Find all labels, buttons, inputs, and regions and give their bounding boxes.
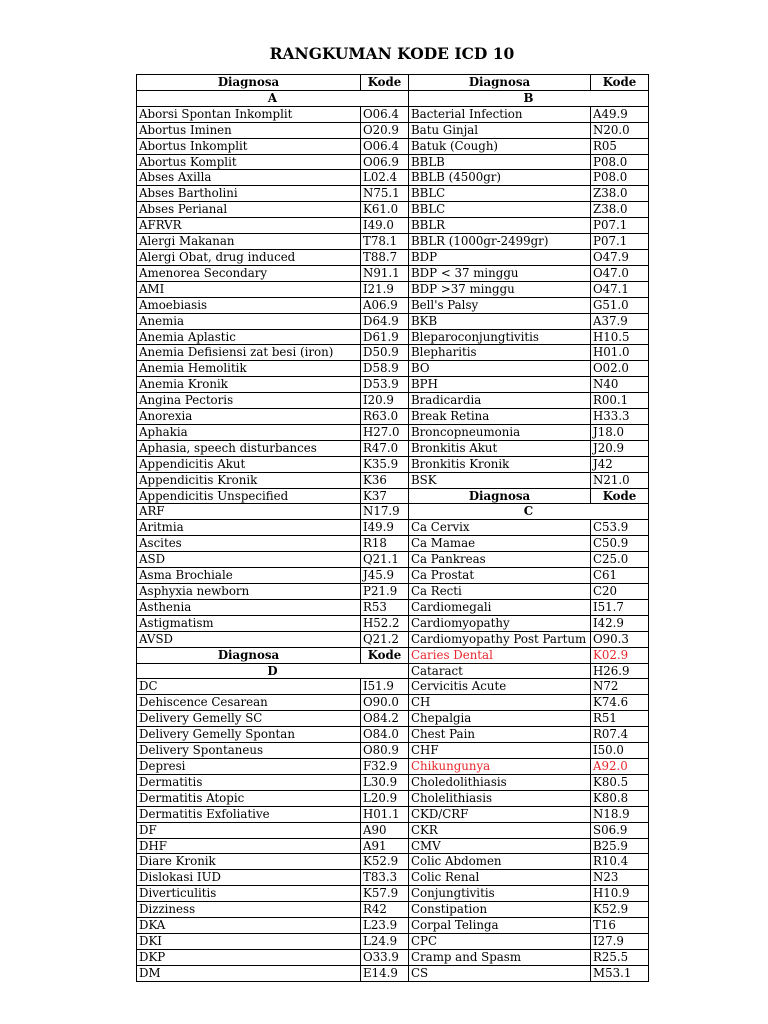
table-cell: I49.0	[361, 218, 409, 234]
table-cell: Anemia	[137, 313, 361, 329]
table-cell: AFRVR	[137, 218, 361, 234]
table-row	[137, 854, 649, 870]
table-cell: O47.0	[591, 265, 649, 281]
table-row	[137, 377, 649, 393]
table-cell: R07.4	[591, 727, 649, 743]
table-cell: ARF	[137, 504, 361, 520]
table-cell: A49.9	[591, 106, 649, 122]
table-cell: H26.9	[591, 663, 649, 679]
table-cell: T16	[591, 918, 649, 934]
table-cell: Aphakia	[137, 424, 361, 440]
table-cell: C25.0	[591, 552, 649, 568]
table-cell: J18.0	[591, 424, 649, 440]
table-cell: Cholelithiasis	[409, 790, 591, 806]
table-cell: B25.9	[591, 838, 649, 854]
table-cell: O90.3	[591, 631, 649, 647]
table-cell: E14.9	[361, 965, 409, 981]
table-cell: O20.9	[361, 122, 409, 138]
table-cell: H01.0	[591, 345, 649, 361]
table-cell: I51.9	[361, 679, 409, 695]
table-row	[137, 409, 649, 425]
table-cell: A37.9	[591, 313, 649, 329]
table-cell: Asthenia	[137, 599, 361, 615]
table-cell: D50.9	[361, 345, 409, 361]
table-row	[137, 774, 649, 790]
table-cell: Amoebiasis	[137, 297, 361, 313]
table-cell: Aborsi Spontan Inkomplit	[137, 106, 361, 122]
table-cell: P21.9	[361, 584, 409, 600]
table-cell: Cardiomyopathy Post Partum	[409, 631, 591, 647]
table-cell: H01.1	[361, 806, 409, 822]
table-cell: Abortus Inkomplit	[137, 138, 361, 154]
table-cell: Dermatitis	[137, 774, 361, 790]
table-row	[137, 297, 649, 313]
table-cell: Appendicitis Kronik	[137, 472, 361, 488]
table-cell: Q21.1	[361, 552, 409, 568]
table-cell: D53.9	[361, 377, 409, 393]
column-header: Kode	[361, 647, 409, 663]
table-cell: DKI	[137, 933, 361, 949]
table-row	[137, 265, 649, 281]
table-row	[137, 504, 649, 520]
table-row	[137, 393, 649, 409]
table-cell: D64.9	[361, 313, 409, 329]
table-cell: Break Retina	[409, 409, 591, 425]
table-cell: N17.9	[361, 504, 409, 520]
table-row	[137, 615, 649, 631]
table-cell: K37	[361, 488, 409, 504]
table-row	[137, 949, 649, 965]
table-cell: J45.9	[361, 568, 409, 584]
table-cell: K52.9	[361, 854, 409, 870]
icd-code-table	[136, 74, 649, 982]
table-cell: DM	[137, 965, 361, 981]
table-cell: Chest Pain	[409, 727, 591, 743]
table-cell: K02.9	[591, 647, 649, 663]
table-cell: Cervicitis Acute	[409, 679, 591, 695]
table-cell: Dermatitis Exfoliative	[137, 806, 361, 822]
table-cell: Anemia Aplastic	[137, 329, 361, 345]
table-row	[137, 154, 649, 170]
table-cell: Anorexia	[137, 409, 361, 425]
table-row	[137, 106, 649, 122]
table-cell: O90.0	[361, 695, 409, 711]
table-cell: CS	[409, 965, 591, 981]
table-cell: Diare Kronik	[137, 854, 361, 870]
table-cell: BKB	[409, 313, 591, 329]
table-cell: N18.9	[591, 806, 649, 822]
table-cell: BBLC	[409, 202, 591, 218]
table-cell: CKR	[409, 822, 591, 838]
table-cell: K80.5	[591, 774, 649, 790]
column-header: Kode	[591, 75, 649, 91]
column-header: Kode	[361, 75, 409, 91]
table-cell: O06.4	[361, 138, 409, 154]
table-row	[137, 790, 649, 806]
table-row	[137, 536, 649, 552]
table-cell: L24.9	[361, 933, 409, 949]
table-cell: F32.9	[361, 758, 409, 774]
table-cell: Q21.2	[361, 631, 409, 647]
section-letter: A	[137, 90, 409, 106]
column-header: Kode	[591, 488, 649, 504]
table-cell: K35.9	[361, 456, 409, 472]
table-cell: P07.1	[591, 218, 649, 234]
table-cell: L02.4	[361, 170, 409, 186]
table-cell: Broncopneumonia	[409, 424, 591, 440]
table-cell: T88.7	[361, 249, 409, 265]
table-cell: Ca Cervix	[409, 520, 591, 536]
table-cell: K57.9	[361, 886, 409, 902]
table-cell: Abses Axilla	[137, 170, 361, 186]
table-cell: J20.9	[591, 440, 649, 456]
table-row	[137, 520, 649, 536]
table-cell: Anemia Defisiensi zat besi (iron)	[137, 345, 361, 361]
table-row	[137, 345, 649, 361]
table-cell: H10.9	[591, 886, 649, 902]
table-cell: Appendicitis Unspecified	[137, 488, 361, 504]
table-row	[137, 584, 649, 600]
table-cell: AMI	[137, 281, 361, 297]
table-cell: Colic Abdomen	[409, 854, 591, 870]
table-row	[137, 870, 649, 886]
column-header: Diagnosa	[409, 488, 591, 504]
table-cell: DC	[137, 679, 361, 695]
table-cell: Bronkitis Akut	[409, 440, 591, 456]
table-cell: Astigmatism	[137, 615, 361, 631]
table-cell: D61.9	[361, 329, 409, 345]
table-cell: Chikungunya	[409, 758, 591, 774]
table-row	[137, 838, 649, 854]
table-cell: K52.9	[591, 902, 649, 918]
table-cell: O84.0	[361, 727, 409, 743]
table-cell: Ascites	[137, 536, 361, 552]
table-cell: I51.7	[591, 599, 649, 615]
table-row	[137, 75, 649, 91]
section-letter: D	[137, 663, 409, 679]
table-cell: BDP >37 minggu	[409, 281, 591, 297]
table-cell: Ca Mamae	[409, 536, 591, 552]
table-cell: Cardiomegali	[409, 599, 591, 615]
table-cell: Depresi	[137, 758, 361, 774]
table-cell: Amenorea Secondary	[137, 265, 361, 281]
table-row	[137, 933, 649, 949]
table-cell: Delivery Gemelly Spontan	[137, 727, 361, 743]
table-cell: Bacterial Infection	[409, 106, 591, 122]
table-cell: Abses Perianal	[137, 202, 361, 218]
table-row	[137, 727, 649, 743]
table-cell: Blepharitis	[409, 345, 591, 361]
table-cell: Choledolithiasis	[409, 774, 591, 790]
table-cell: L30.9	[361, 774, 409, 790]
table-row	[137, 663, 649, 679]
table-cell: BBLB	[409, 154, 591, 170]
table-cell: Abortus Iminen	[137, 122, 361, 138]
table-cell: K61.0	[361, 202, 409, 218]
table-cell: Asma Brochiale	[137, 568, 361, 584]
table-cell: Bradicardia	[409, 393, 591, 409]
table-cell: DKA	[137, 918, 361, 934]
table-row	[137, 822, 649, 838]
table-row	[137, 90, 649, 106]
table-row	[137, 249, 649, 265]
table-cell: O47.9	[591, 249, 649, 265]
table-cell: CPC	[409, 933, 591, 949]
table-cell: Delivery Gemelly SC	[137, 711, 361, 727]
table-cell: CMV	[409, 838, 591, 854]
table-cell: Aphasia, speech disturbances	[137, 440, 361, 456]
table-cell: T78.1	[361, 234, 409, 250]
table-cell: L20.9	[361, 790, 409, 806]
table-cell: K74.6	[591, 695, 649, 711]
table-cell: Asphyxia newborn	[137, 584, 361, 600]
table-cell: Ca Prostat	[409, 568, 591, 584]
table-cell: N20.0	[591, 122, 649, 138]
table-cell: A06.9	[361, 297, 409, 313]
table-cell: BBLC	[409, 186, 591, 202]
table-cell: J42	[591, 456, 649, 472]
table-row	[137, 552, 649, 568]
table-cell: Abses Bartholini	[137, 186, 361, 202]
table-cell: Bleparoconjungtivitis	[409, 329, 591, 345]
table-cell: P08.0	[591, 154, 649, 170]
table-row	[137, 186, 649, 202]
table-cell: Anemia Kronik	[137, 377, 361, 393]
table-cell: H27.0	[361, 424, 409, 440]
column-header: Diagnosa	[409, 75, 591, 91]
table-row	[137, 918, 649, 934]
table-cell: H33.3	[591, 409, 649, 425]
table-row	[137, 234, 649, 250]
table-cell: P08.0	[591, 170, 649, 186]
table-row	[137, 758, 649, 774]
table-cell: Ca Recti	[409, 584, 591, 600]
table-cell: R25.5	[591, 949, 649, 965]
table-row	[137, 440, 649, 456]
table-cell: Constipation	[409, 902, 591, 918]
table-row	[137, 679, 649, 695]
table-row	[137, 472, 649, 488]
table-cell: Batu Ginjal	[409, 122, 591, 138]
table-row	[137, 965, 649, 981]
table-cell: Chepalgia	[409, 711, 591, 727]
table-row	[137, 711, 649, 727]
table-cell: CHF	[409, 743, 591, 759]
table-cell: Batuk (Cough)	[409, 138, 591, 154]
table-cell: Alergi Makanan	[137, 234, 361, 250]
table-cell: I21.9	[361, 281, 409, 297]
table-cell: C20	[591, 584, 649, 600]
table-row	[137, 313, 649, 329]
table-cell: C53.9	[591, 520, 649, 536]
table-cell: R42	[361, 902, 409, 918]
table-cell: R47.0	[361, 440, 409, 456]
table-row	[137, 361, 649, 377]
table-cell: Dizziness	[137, 902, 361, 918]
table-cell: C61	[591, 568, 649, 584]
section-letter: C	[409, 504, 649, 520]
table-cell: R51	[591, 711, 649, 727]
table-cell: Caries Dental	[409, 647, 591, 663]
table-cell: Dehiscence Cesarean	[137, 695, 361, 711]
table-row	[137, 170, 649, 186]
table-cell: I50.0	[591, 743, 649, 759]
table-cell: Appendicitis Akut	[137, 456, 361, 472]
table-cell: M53.1	[591, 965, 649, 981]
table-cell: N21.0	[591, 472, 649, 488]
table-cell: R53	[361, 599, 409, 615]
table-row	[137, 647, 649, 663]
table-cell: C50.9	[591, 536, 649, 552]
column-header: Diagnosa	[137, 75, 361, 91]
table-cell: BBLB (4500gr)	[409, 170, 591, 186]
table-cell: Alergi Obat, drug induced	[137, 249, 361, 265]
table-cell: Corpal Telinga	[409, 918, 591, 934]
table-cell: AVSD	[137, 631, 361, 647]
table-cell: P07.1	[591, 234, 649, 250]
icd-table-body	[137, 75, 649, 982]
document-title: RANGKUMAN KODE ICD 10	[269, 44, 515, 63]
table-cell: DHF	[137, 838, 361, 854]
table-cell: Cataract	[409, 663, 591, 679]
table-cell: A90	[361, 822, 409, 838]
table-row	[137, 902, 649, 918]
table-cell: N75.1	[361, 186, 409, 202]
table-cell: DF	[137, 822, 361, 838]
table-cell: D58.9	[361, 361, 409, 377]
table-row	[137, 695, 649, 711]
table-row	[137, 456, 649, 472]
table-cell: L23.9	[361, 918, 409, 934]
table-cell: R05	[591, 138, 649, 154]
table-cell: Conjungtivitis	[409, 886, 591, 902]
table-cell: Delivery Spontaneus	[137, 743, 361, 759]
table-cell: R18	[361, 536, 409, 552]
table-cell: Aritmia	[137, 520, 361, 536]
table-row	[137, 568, 649, 584]
table-row	[137, 806, 649, 822]
table-cell: O06.9	[361, 154, 409, 170]
table-cell: I49.9	[361, 520, 409, 536]
table-cell: N40	[591, 377, 649, 393]
table-cell: R63.0	[361, 409, 409, 425]
table-cell: O80.9	[361, 743, 409, 759]
table-cell: O47.1	[591, 281, 649, 297]
table-cell: R10.4	[591, 854, 649, 870]
table-row	[137, 218, 649, 234]
table-cell: O06.4	[361, 106, 409, 122]
section-letter: B	[409, 90, 649, 106]
table-cell: Colic Renal	[409, 870, 591, 886]
table-cell: BSK	[409, 472, 591, 488]
table-cell: N91.1	[361, 265, 409, 281]
table-cell: A92.0	[591, 758, 649, 774]
table-row	[137, 122, 649, 138]
table-row	[137, 631, 649, 647]
table-cell: CH	[409, 695, 591, 711]
table-cell: Abortus Komplit	[137, 154, 361, 170]
table-cell: K80.8	[591, 790, 649, 806]
table-cell: Bronkitis Kronik	[409, 456, 591, 472]
table-cell: I20.9	[361, 393, 409, 409]
table-cell: Angina Pectoris	[137, 393, 361, 409]
table-cell: Dermatitis Atopic	[137, 790, 361, 806]
table-cell: H10.5	[591, 329, 649, 345]
table-cell: N72	[591, 679, 649, 695]
table-cell: Z38.0	[591, 186, 649, 202]
table-row	[137, 886, 649, 902]
table-cell: Diverticulitis	[137, 886, 361, 902]
table-row	[137, 488, 649, 504]
table-cell: O02.0	[591, 361, 649, 377]
table-cell: Z38.0	[591, 202, 649, 218]
table-row	[137, 599, 649, 615]
table-row	[137, 202, 649, 218]
column-header: Diagnosa	[137, 647, 361, 663]
table-cell: N23	[591, 870, 649, 886]
table-cell: Dislokasi IUD	[137, 870, 361, 886]
table-row	[137, 281, 649, 297]
table-cell: BBLR	[409, 218, 591, 234]
table-cell: H52.2	[361, 615, 409, 631]
table-cell: R00.1	[591, 393, 649, 409]
table-row	[137, 424, 649, 440]
table-cell: Cardiomyopathy	[409, 615, 591, 631]
table-row	[137, 329, 649, 345]
table-cell: DKP	[137, 949, 361, 965]
table-cell: K36	[361, 472, 409, 488]
table-cell: G51.0	[591, 297, 649, 313]
table-cell: Bell's Palsy	[409, 297, 591, 313]
table-cell: T83.3	[361, 870, 409, 886]
table-row	[137, 743, 649, 759]
table-cell: O33.9	[361, 949, 409, 965]
table-cell: BDP	[409, 249, 591, 265]
table-cell: Anemia Hemolitik	[137, 361, 361, 377]
table-cell: BPH	[409, 377, 591, 393]
table-cell: I42.9	[591, 615, 649, 631]
table-cell: BDP < 37 minggu	[409, 265, 591, 281]
table-cell: Ca Pankreas	[409, 552, 591, 568]
table-cell: ASD	[137, 552, 361, 568]
table-cell: A91	[361, 838, 409, 854]
table-cell: BO	[409, 361, 591, 377]
table-cell: S06.9	[591, 822, 649, 838]
table-cell: Cramp and Spasm	[409, 949, 591, 965]
table-row	[137, 138, 649, 154]
table-cell: CKD/CRF	[409, 806, 591, 822]
table-cell: I27.9	[591, 933, 649, 949]
table-cell: O84.2	[361, 711, 409, 727]
table-cell: BBLR (1000gr-2499gr)	[409, 234, 591, 250]
